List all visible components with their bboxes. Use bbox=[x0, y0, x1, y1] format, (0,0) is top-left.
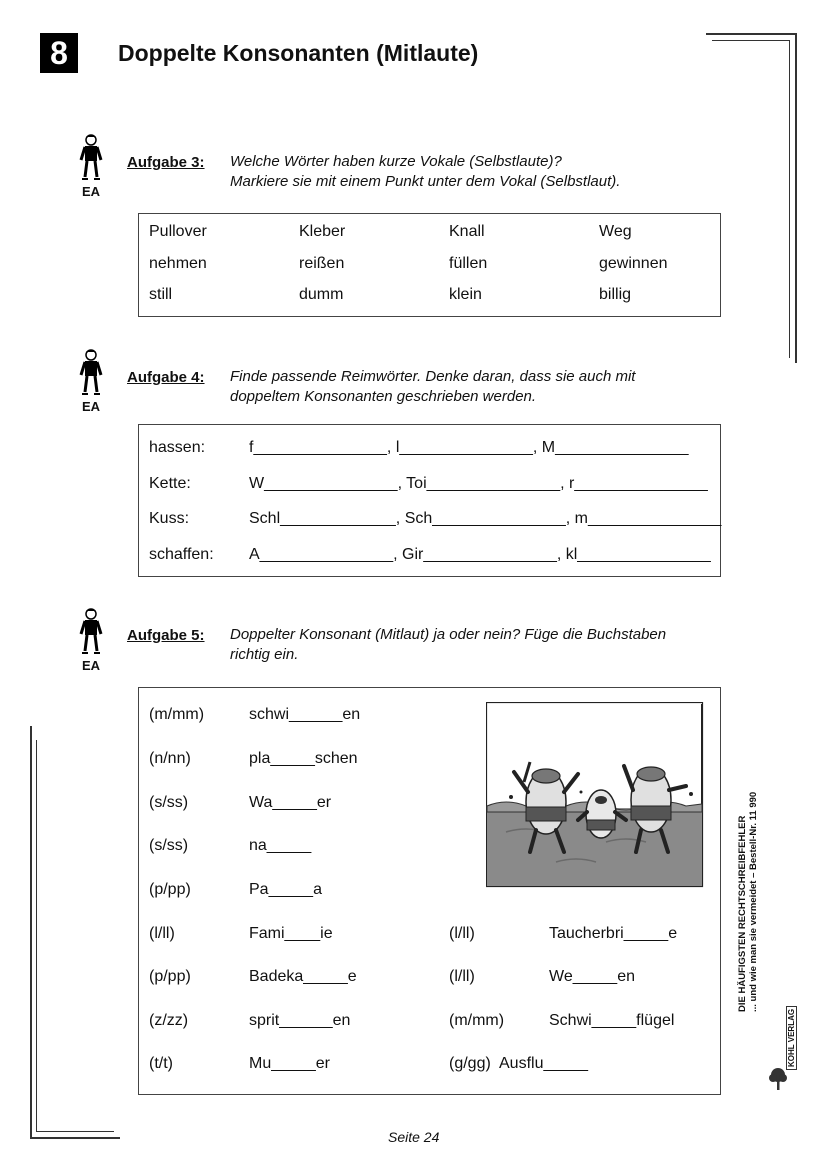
consonant-option: (n/nn) bbox=[149, 750, 191, 767]
task-4-instruction-1: Finde passende Reimwörter. Denke daran, dass sie auch mit bbox=[230, 368, 636, 385]
rhyme-word: Kette: bbox=[149, 475, 191, 492]
rhyme-blanks[interactable]: W_______________, Toi_______________, r_______________ bbox=[249, 475, 708, 492]
ea-label: EA bbox=[81, 658, 101, 673]
word-cell: Knall bbox=[449, 223, 485, 240]
task-3-instruction-2: Markiere sie mit einem Punkt unter dem Vokal (Selbstlaut). bbox=[230, 173, 621, 190]
consonant-option: (l/ll) bbox=[449, 925, 475, 942]
rhyme-word: hassen: bbox=[149, 439, 206, 456]
fill-word[interactable]: We_____en bbox=[549, 968, 635, 985]
frame-line-right bbox=[795, 33, 797, 363]
consonant-option: (l/ll) bbox=[149, 925, 175, 942]
consonant-option: (s/ss) bbox=[149, 794, 189, 811]
fill-word[interactable]: Wa_____er bbox=[249, 794, 332, 811]
consonant-option: (s/ss) bbox=[149, 837, 189, 854]
consonant-option: (p/pp) bbox=[149, 881, 191, 898]
fill-word[interactable]: na_____ bbox=[249, 837, 312, 854]
word-cell: gewinnen bbox=[599, 255, 668, 272]
word-cell: billig bbox=[599, 286, 632, 303]
word-cell: Pullover bbox=[149, 223, 207, 240]
word-cell: nehmen bbox=[149, 255, 207, 272]
person-icon bbox=[78, 607, 104, 657]
side-series-info bbox=[737, 762, 759, 1012]
task-5-label: Aufgabe 5: bbox=[127, 627, 205, 644]
fill-word[interactable]: pla_____schen bbox=[249, 750, 358, 767]
publisher-tree-icon bbox=[768, 1066, 788, 1092]
ea-label: EA bbox=[81, 184, 101, 199]
task-4-instruction-2: doppeltem Konsonanten geschrieben werden. bbox=[230, 388, 537, 405]
word-cell: klein bbox=[449, 286, 482, 303]
rhyme-blanks[interactable]: Schl_____________, Sch_______________, m_______________ bbox=[249, 510, 722, 527]
fill-word[interactable]: Pa_____a bbox=[249, 881, 322, 898]
rhyme-word: schaffen: bbox=[149, 546, 214, 563]
frame-line-top-right bbox=[706, 33, 796, 35]
fill-word[interactable]: sprit______en bbox=[249, 1012, 351, 1029]
word-cell: Weg bbox=[599, 223, 632, 240]
publisher-logo-text: KOHL VERLAG bbox=[786, 1006, 797, 1070]
task-5-instruction-2: richtig ein. bbox=[230, 646, 299, 663]
task-3-instruction-1: Welche Wörter haben kurze Vokale (Selbstlaute)? bbox=[230, 153, 562, 170]
frame-line-right-inner bbox=[789, 40, 790, 358]
frame-line-left-inner bbox=[36, 740, 37, 1132]
frame-line-bottom-inner bbox=[36, 1131, 114, 1132]
consonant-option: (t/t) bbox=[149, 1055, 173, 1072]
task-3-label: Aufgabe 3: bbox=[127, 154, 205, 171]
page-title: Doppelte Konsonanten (Mitlaute) bbox=[118, 40, 479, 66]
task-5-instruction-1: Doppelter Konsonant (Mitlaut) ja oder nein? Füge die Buchstaben bbox=[230, 626, 667, 643]
consonant-option: (g/gg) bbox=[449, 1055, 491, 1072]
fill-word[interactable]: Taucherbri_____e bbox=[549, 925, 678, 942]
page-number: Seite 24 bbox=[388, 1129, 440, 1145]
consonant-option: (m/mm) bbox=[149, 706, 205, 723]
word-cell: dumm bbox=[299, 286, 344, 303]
word-cell: reißen bbox=[299, 255, 345, 272]
person-icon bbox=[78, 348, 104, 398]
word-cell: still bbox=[149, 286, 173, 303]
word-cell: Kleber bbox=[299, 223, 346, 240]
person-icon bbox=[78, 133, 104, 183]
fill-word[interactable]: Fami____ie bbox=[249, 925, 333, 942]
swimmers-illustration bbox=[486, 702, 704, 888]
fill-word[interactable]: schwi______en bbox=[249, 706, 361, 723]
consonant-option: (m/mm) bbox=[449, 1012, 505, 1029]
consonant-option: (z/zz) bbox=[149, 1012, 189, 1029]
side-series-subtitle: ... und wie man sie vermeidet – Bestell-Nr. 11 990 bbox=[748, 791, 759, 1012]
frame-line-left bbox=[30, 726, 32, 1138]
ea-label: EA bbox=[81, 399, 101, 414]
word-cell: füllen bbox=[449, 255, 488, 272]
fill-word[interactable]: Badeka_____e bbox=[249, 968, 357, 985]
frame-line-top-right-inner bbox=[712, 40, 790, 41]
fill-word[interactable]: Schwi_____flügel bbox=[549, 1012, 675, 1029]
task-4-label: Aufgabe 4: bbox=[127, 369, 205, 386]
rhyme-blanks[interactable]: A_______________, Gir_______________, kl_______________ bbox=[249, 546, 711, 563]
side-series-title: DIE HÄUFIGSTEN RECHTSCHREIBFEHLER bbox=[737, 815, 748, 1012]
fill-word[interactable]: Ausflu_____ bbox=[499, 1055, 588, 1072]
fill-word[interactable]: Mu_____er bbox=[249, 1055, 330, 1072]
rhyme-word: Kuss: bbox=[149, 510, 190, 527]
consonant-option: (l/ll) bbox=[449, 968, 475, 985]
consonant-option: (p/pp) bbox=[149, 968, 191, 985]
rhyme-blanks[interactable]: f_______________, l_______________, M_______________ bbox=[249, 439, 689, 456]
frame-line-bottom bbox=[30, 1137, 120, 1139]
chapter-number: 8 bbox=[40, 33, 78, 73]
